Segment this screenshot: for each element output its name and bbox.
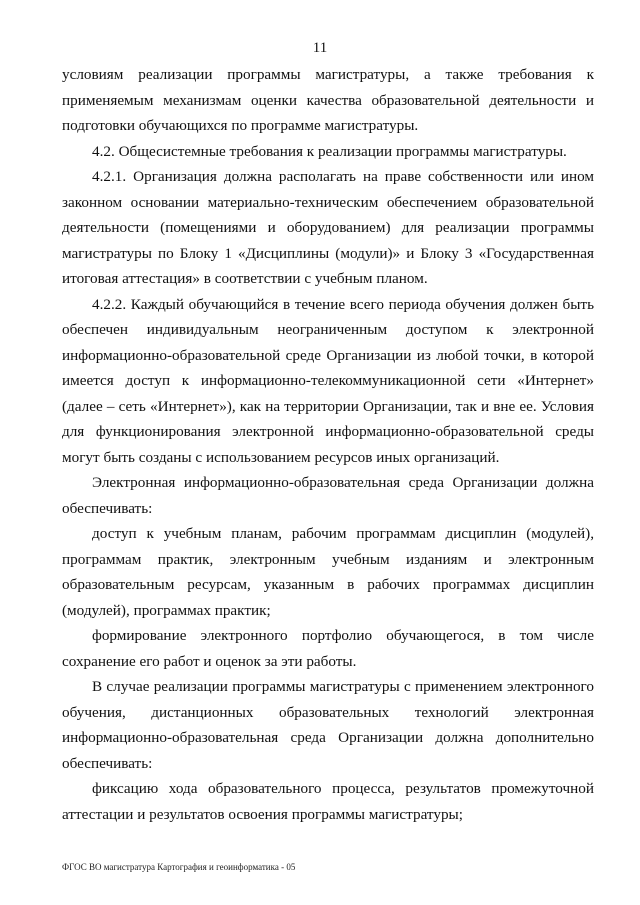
- paragraph: доступ к учебным планам, рабочим программам дисциплин (модулей), программам практик, электронным учебным изданиям и электронным образовательным ресурсам, указанным в рабочих программах дисциплин (модулей), программах практик;: [62, 525, 594, 619]
- paragraph: 4.2.1. Организация должна располагать на праве собственности или ином законном основании материально-техническим обеспечением образовательной деятельности (помещениями и оборудованием) для реализации программы магистратуры по Блоку 1 «Дисциплины (модули)» и Блоку 3 «Государственная итоговая аттестация» в соответствии с учебным планом.: [62, 168, 594, 287]
- paragraph-section-heading: 4.2. Общесистемные требования к реализации программы магистратуры.: [92, 142, 567, 160]
- paragraph: Электронная информационно-образовательная среда Организации должна обеспечивать:: [62, 474, 594, 517]
- paragraph: условиям реализации программы магистратуры, а также требования к применяемым механизмам оценки качества образовательной деятельности и подготовки обучающихся по программе магистратуры.: [62, 66, 594, 134]
- page-number: 11: [312, 40, 328, 56]
- document-body: [62, 62, 594, 827]
- paragraph: В случае реализации программы магистратуры с применением электронного обучения, дистанционных образовательных технологий электронная информационно-образовательная среда Организации должна дополнительно обеспечивать:: [62, 678, 594, 772]
- paragraph: фиксацию хода образовательного процесса, результатов промежуточной аттестации и результатов освоения программы магистратуры;: [62, 780, 594, 823]
- page-footer: ФГОС ВО магистратура Картография и геоинформатика - 05: [62, 862, 296, 872]
- paragraph: формирование электронного портфолио обучающегося, в том числе сохранение его работ и оценок за эти работы.: [62, 627, 594, 670]
- paragraph: 4.2.2. Каждый обучающийся в течение всего периода обучения должен быть обеспечен индивидуальным неограниченным доступом к электронной информационно-образовательной среде Организации из любой точки, в которой имеется доступ к информационно-телекоммуникационной сети «Интернет» (далее – сеть «Интернет»), как на территории Организации, так и вне ее. Условия для функционирования электронной информационно-образовательной среды могут быть созданы с использованием ресурсов иных организаций.: [62, 295, 594, 466]
